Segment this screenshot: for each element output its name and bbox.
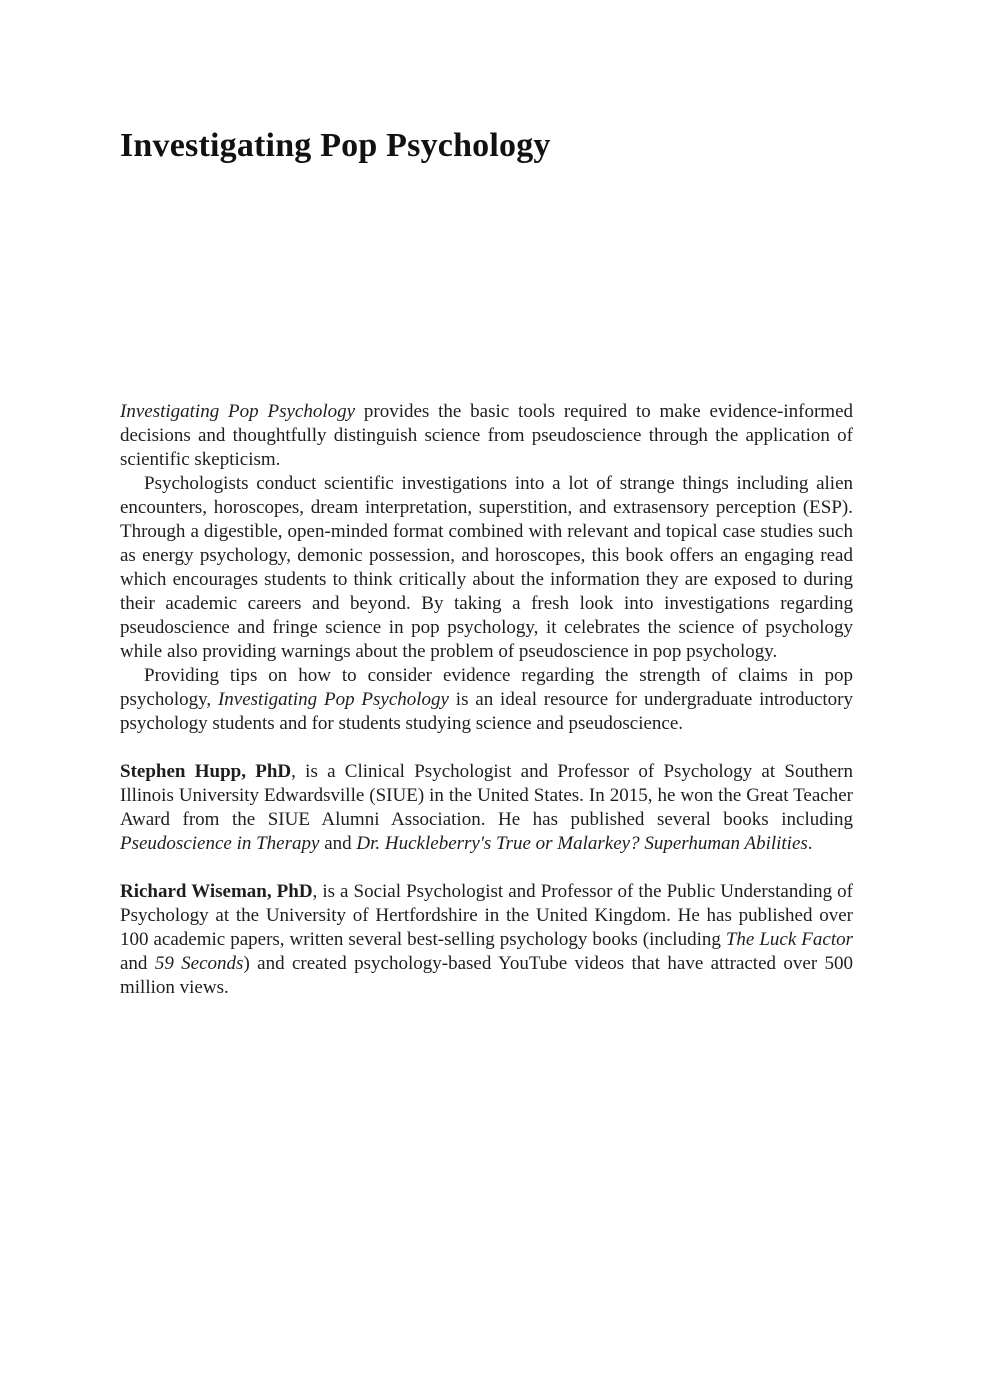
description-text: provides the basic tools required to make evidence-informed decisions and thoughtfully distinguish science from pseudoscience through the application of scientific skepticism. [120,401,854,470]
description-text: is an ideal resource for undergraduate introductory psychology students and for students studying science and pseudoscience. [120,689,854,734]
book-title-reference: 59 Seconds [154,953,244,974]
description-paragraph-1 [120,400,853,472]
author-bio-text: ) and created psychology-based YouTube videos that have attracted over 500 million views. [120,953,854,998]
author-name: Richard Wiseman, PhD [120,881,313,902]
book-title-reference: The Luck Factor [725,929,853,950]
author-bio-text: and [120,953,155,974]
book-title-reference: Dr. Huckleberry's True or Malarkey? Superhuman Abilities [356,833,808,854]
page-title: Investigating Pop Psychology [120,127,551,164]
author-bio-text: . [807,833,813,854]
description-paragraph-2: Psychologists conduct scientific investigations into a lot of strange things including alien encounters, horoscopes, dream interpretation, superstition, and extrasensory perception (ESP). Through a digestible, open-minded format combined with relevant and topical case studies such as energy psychology, demonic possession, and horoscopes, this book offers an engaging read which encourages students to think critically about the information they are exposed to during their academic careers and beyond. By taking a fresh look into investigations regarding pseudoscience and fringe science in pop psychology, it celebrates the science of psychology while also providing warnings about the problem of pseudoscience in pop psychology. [120,473,853,662]
book-title-reference: Pseudoscience in Therapy [120,833,320,854]
author-bio-text: , is a Clinical Psychologist and Professor of Psychology at Southern Illinois University Edwardsville (SIUE) in the United States. In 2015, he won the Great Teacher Award from the SIUE Alumni Association. He has published several books including [120,761,854,830]
book-description [120,400,853,1000]
description-text: Providing tips on how to consider evidence regarding the strength of claims in pop psychology, [120,665,853,710]
author-bio-wiseman [120,880,853,1000]
author-bio-hupp [120,760,853,856]
book-title-reference: Investigating Pop Psychology [120,401,356,422]
author-name: Stephen Hupp, PhD [120,761,292,782]
author-bio-text: and [319,833,357,854]
author-bio-text: , is a Social Psychologist and Professor of the Public Understanding of Psychology at the University of Hertfordshire in the United Kingdom. He has published over 100 academic papers, written several best-selling psychology books (including [120,881,853,950]
book-title-reference: Investigating Pop Psychology [217,689,449,710]
description-paragraph-3 [120,664,853,736]
